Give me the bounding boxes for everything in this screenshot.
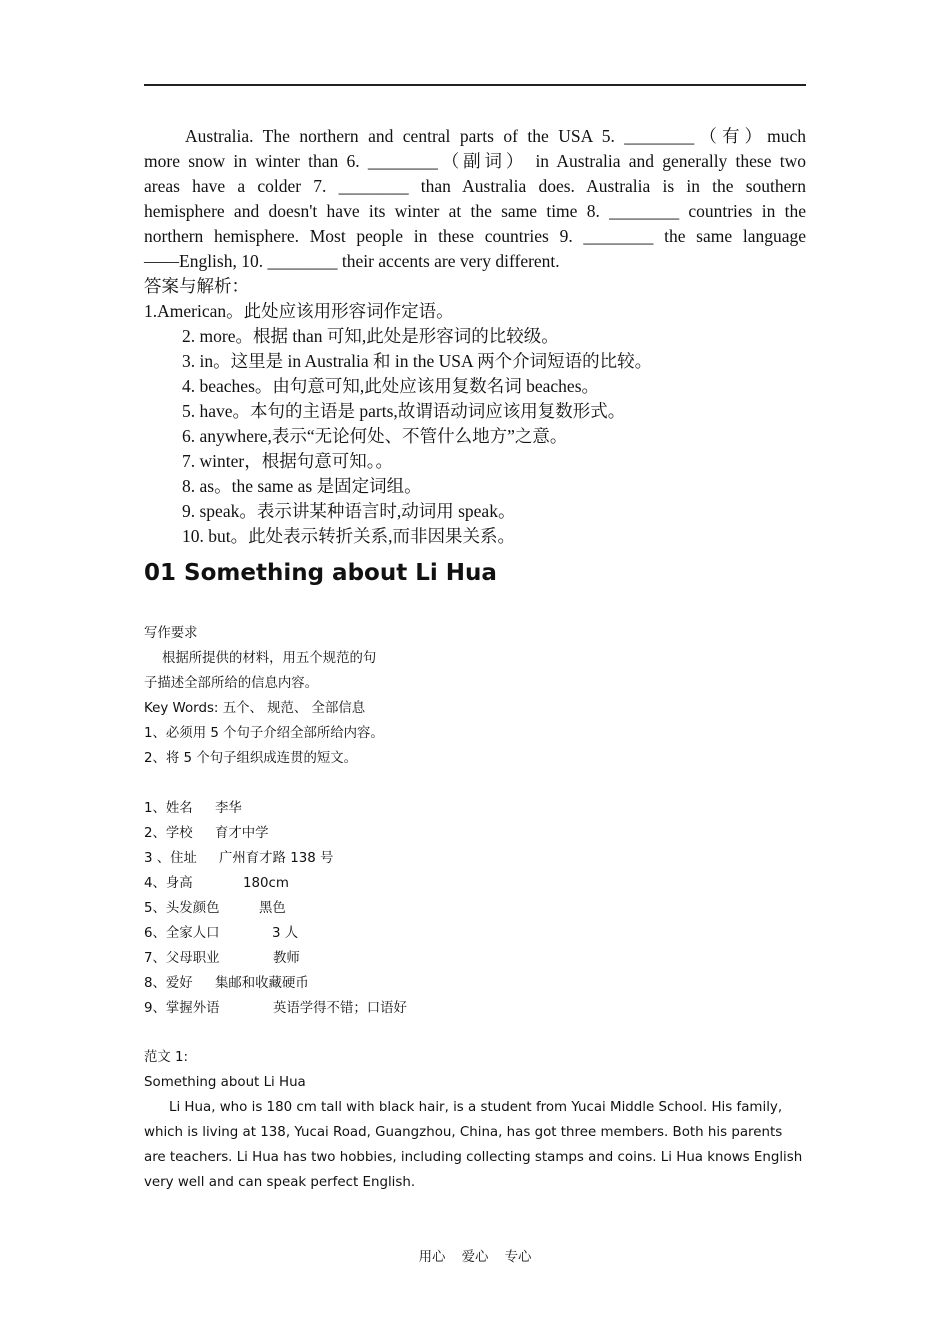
info-row bbox=[144, 871, 806, 896]
passage-line: northern hemisphere. Most people in these countries 9. ________ the same language bbox=[144, 226, 806, 246]
info-label: 3 、住址 bbox=[144, 851, 197, 866]
info-label: 1、姓名 bbox=[144, 801, 193, 816]
answer-item: 8. as。the same as 是固定词组。 bbox=[182, 476, 422, 496]
info-value: 3 人 bbox=[272, 926, 299, 941]
answer-item: 1.American。此处应该用形容词作定语。 bbox=[144, 301, 454, 321]
writing-requirements bbox=[144, 621, 806, 771]
requirements-heading: 写作要求 bbox=[144, 626, 198, 641]
answer-item: 9. speak。表示讲某种语言时,动词用 speak。 bbox=[182, 501, 516, 521]
info-value: 180cm bbox=[243, 876, 289, 891]
answer-item: 5. have。本句的主语是 parts,故谓语动词应该用复数形式。 bbox=[182, 401, 626, 421]
passage-line: hemisphere and doesn't have its winter at the same time 8. ________ countries in the bbox=[144, 201, 806, 221]
info-label: 9、掌握外语 bbox=[144, 1001, 220, 1016]
info-value: 集邮和收藏硬币 bbox=[215, 976, 309, 991]
answers-title: 答案与解析： bbox=[144, 276, 249, 296]
info-row bbox=[144, 921, 806, 946]
info-value: 李华 bbox=[215, 801, 242, 816]
info-value: 黑色 bbox=[259, 901, 286, 916]
footer-word: 专心 bbox=[504, 1250, 532, 1265]
info-label: 7、父母职业 bbox=[144, 951, 220, 966]
info-list bbox=[144, 796, 806, 1021]
sample-label: 范文 1: bbox=[144, 1050, 189, 1065]
info-row bbox=[144, 796, 806, 821]
sample-title: Something about Li Hua bbox=[144, 1075, 306, 1090]
info-value: 教师 bbox=[273, 951, 300, 966]
requirement-line: Key Words: 五个、 规范、 全部信息 bbox=[144, 701, 366, 716]
passage-line: more snow in winter than 6. ________（副词） in Australia and generally these two bbox=[144, 151, 806, 171]
info-label: 5、头发颜色 bbox=[144, 901, 220, 916]
info-label: 8、爱好 bbox=[144, 976, 193, 991]
cloze-passage bbox=[144, 124, 806, 274]
info-row bbox=[144, 971, 806, 996]
info-row bbox=[144, 821, 806, 846]
section-title: 01 Something about Li Hua bbox=[144, 560, 497, 586]
requirement-line: 根据所提供的材料，用五个规范的句 bbox=[162, 651, 377, 666]
answer-item: 4. beaches。由句意可知,此处应该用复数名词 beaches。 bbox=[182, 376, 600, 396]
requirement-line: 子描述全部所给的信息内容。 bbox=[144, 676, 319, 691]
answer-list bbox=[144, 324, 806, 549]
sample-essay bbox=[144, 1045, 806, 1195]
info-row bbox=[144, 946, 806, 971]
sample-body: Li Hua, who is 180 cm tall with black hair, is a student from Yucai Middle School. His family, which is living at 138, Yucai Road, Guangzhou, China, has got three members. Both his parents are teachers. Li Hua has two hobbies, including collecting stamps and coins. Li Hua knows English very well and can speak perfect English. bbox=[144, 1100, 803, 1190]
page-footer bbox=[0, 1245, 950, 1270]
info-row bbox=[144, 846, 806, 871]
passage-line: Australia. The northern and central parts of the USA 5. ________（有）much bbox=[185, 126, 806, 146]
info-label: 2、学校 bbox=[144, 826, 193, 841]
answer-item: 10. but。此处表示转折关系,而非因果关系。 bbox=[182, 526, 515, 546]
requirement-line: 2、将 5 个句子组织成连贯的短文。 bbox=[144, 751, 358, 766]
passage-line: areas have a colder 7. ________ than Australia does. Australia is in the southern bbox=[144, 176, 806, 196]
info-row bbox=[144, 996, 806, 1021]
info-value: 英语学得不错；口语好 bbox=[273, 1001, 407, 1016]
requirement-line: 1、必须用 5 个句子介绍全部所给内容。 bbox=[144, 726, 384, 741]
info-label: 4、身高 bbox=[144, 876, 193, 891]
info-label: 6、全家人口 bbox=[144, 926, 220, 941]
footer-word: 爱心 bbox=[461, 1250, 489, 1265]
answer-item: 7. winter，根据句意可知。。 bbox=[182, 451, 393, 471]
answer-explanations bbox=[144, 274, 806, 549]
header-rule bbox=[144, 84, 806, 86]
info-value: 育才中学 bbox=[215, 826, 269, 841]
info-value: 广州育才路 138 号 bbox=[219, 851, 334, 866]
passage-line: ——English, 10. ________ their accents are very different. bbox=[144, 251, 560, 271]
answer-item: 2. more。根据 than 可知,此处是形容词的比较级。 bbox=[182, 326, 559, 346]
answer-item: 6. anywhere,表示“无论何处、不管什么地方”之意。 bbox=[182, 426, 568, 446]
footer-word: 用心 bbox=[418, 1250, 446, 1265]
answer-item: 3. in。这里是 in Australia 和 in the USA 两个介词短语的比较。 bbox=[182, 351, 653, 371]
info-row bbox=[144, 896, 806, 921]
